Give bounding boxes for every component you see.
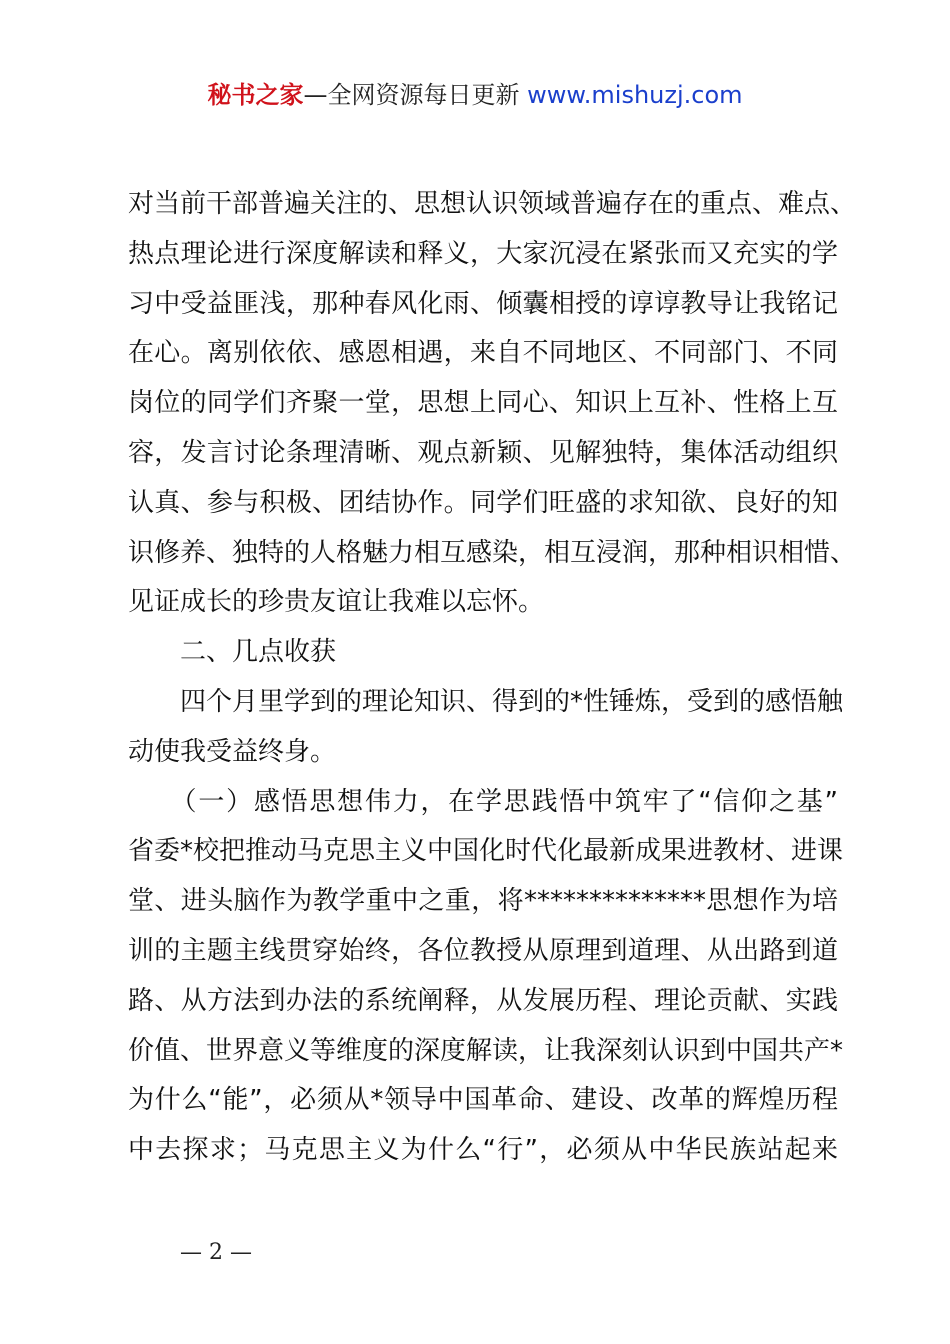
text-line: 容，发言讨论条理清晰、观点新颖、见解独特，集体活动组织	[128, 437, 838, 468]
text-line: 见证成长的珍贵友谊让我难以忘怀。	[128, 587, 545, 618]
text-line: 堂、进头脑作为教学重中之重，将**************思想作为培	[128, 886, 838, 917]
text-line: 在心。离别依依、感恩相遇，来自不同地区、不同部门、不同	[128, 338, 838, 369]
text-line: 热点理论进行深度解读和释义，大家沉浸在紧张而又充实的学	[128, 238, 838, 269]
page-number: — 2 —	[180, 1240, 252, 1265]
site-header	[0, 78, 950, 112]
text-line: 动使我受益终身。	[128, 736, 337, 767]
text-line: 价值、世界意义等维度的深度解读，让我深刻认识到中国共产*	[128, 1035, 844, 1066]
text-line: 识修养、独特的人格魅力相互感染，相互浸润，那种相识相惜、	[128, 537, 857, 568]
text-line: 中去探求；马克思主义为什么“行”，必须从中华民族站起来	[128, 1135, 838, 1166]
text-line: 四个月里学到的理论知识、得到的*性锤炼，受到的感悟触	[128, 686, 844, 717]
text-line: 习中受益匪浅，那种春风化雨、倾囊相授的谆谆教导让我铭记	[128, 288, 838, 319]
text-line: 认真、参与积极、团结协作。同学们旺盛的求知欲、良好的知	[128, 487, 838, 518]
document-body	[128, 180, 857, 1176]
text-line: 对当前干部普遍关注的、思想认识领域普遍存在的重点、难点、	[128, 189, 857, 219]
text-line: 为什么“能”，必须从*领导中国革命、建设、改革的辉煌历程	[128, 1085, 838, 1116]
subsection-heading: （一）感悟思想伟力，在学思践悟中筑牢了“信仰之基”	[128, 786, 838, 817]
site-url-link[interactable]: www.mishuzj.com	[527, 81, 743, 109]
brand-name: 秘书之家	[207, 81, 304, 109]
text-line: 岗位的同学们齐聚一堂，思想上同心、知识上互补、性格上互	[128, 388, 838, 419]
text-line: 训的主题主线贯穿始终，各位教授从原理到道理、从出路到道	[128, 935, 838, 966]
text-line: 省委*校把推动马克思主义中国化时代化最新成果进教材、进课	[128, 836, 844, 867]
text-line: 路、从方法到办法的系统阐释，从发展历程、理论贡献、实践	[128, 985, 838, 1016]
header-slogan: —全网资源每日更新	[303, 81, 528, 109]
section-heading: 二、几点收获	[128, 637, 337, 668]
